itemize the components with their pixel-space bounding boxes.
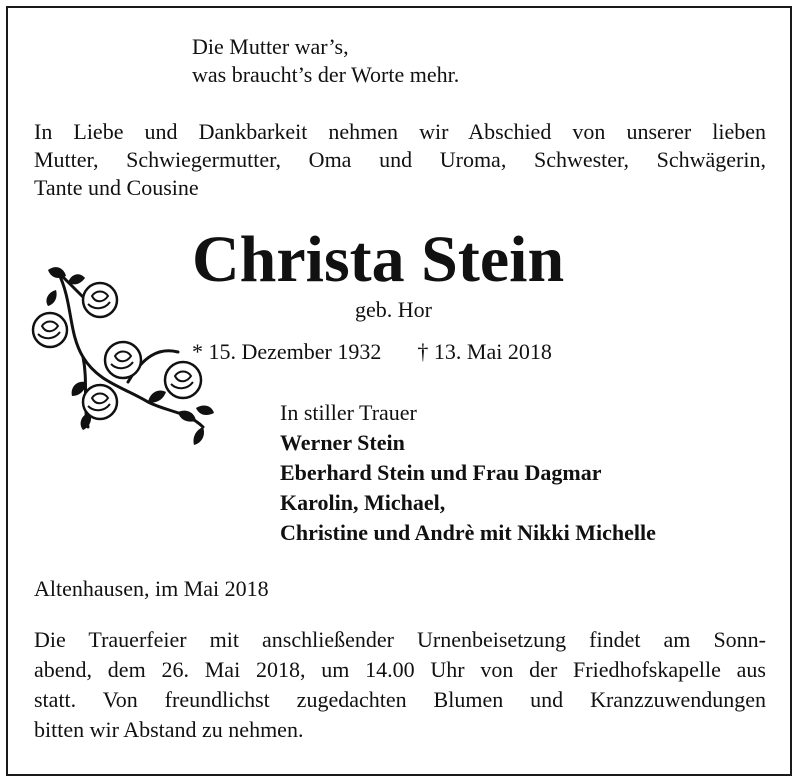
birth-name: geb. Hor <box>355 297 432 322</box>
birth-date: * 15. Dezember 1932 <box>192 339 382 364</box>
ceremony-line: statt. Von freundlichst zugedachten Blumen und Kranzzuwendungen <box>34 687 766 712</box>
ceremony-paragraph <box>34 625 766 745</box>
roses-icon <box>28 262 228 452</box>
mourner-name: Christine und Andrè mit Nikki Michelle <box>280 520 656 545</box>
intro-paragraph <box>34 118 766 202</box>
motto <box>192 33 459 89</box>
mourner-name: Eberhard Stein und Frau Dagmar <box>280 460 602 485</box>
mourner-name: Werner Stein <box>280 430 405 455</box>
ceremony-line: Die Trauerfeier mit anschließender Urnenbeisetzung findet am Sonn- <box>34 627 766 652</box>
mourners-block <box>280 398 656 548</box>
mourner-name: Karolin, Michael, <box>280 490 446 515</box>
motto-line: was braucht’s der Worte mehr. <box>192 62 460 87</box>
intro-line: In Liebe und Dankbarkeit nehmen wir Abschied von unserer lieben <box>34 119 766 144</box>
intro-line: Mutter, Schwiegermutter, Oma und Uroma, Schwester, Schwägerin, <box>34 147 766 172</box>
intro-line: Tante und Cousine <box>34 175 199 200</box>
ceremony-line: bitten wir Abstand zu nehmen. <box>34 717 304 742</box>
life-dates <box>192 338 552 366</box>
motto-line: Die Mutter war’s, <box>192 34 349 59</box>
death-date: † 13. Mai 2018 <box>417 339 552 364</box>
place-date: Altenhausen, im Mai 2018 <box>34 576 269 601</box>
ceremony-line: abend, dem 26. Mai 2018, um 14.00 Uhr von der Friedhofskapelle aus <box>34 657 766 682</box>
mourners-heading: In stiller Trauer <box>280 400 417 425</box>
deceased-name: Christa Stein <box>192 223 565 296</box>
